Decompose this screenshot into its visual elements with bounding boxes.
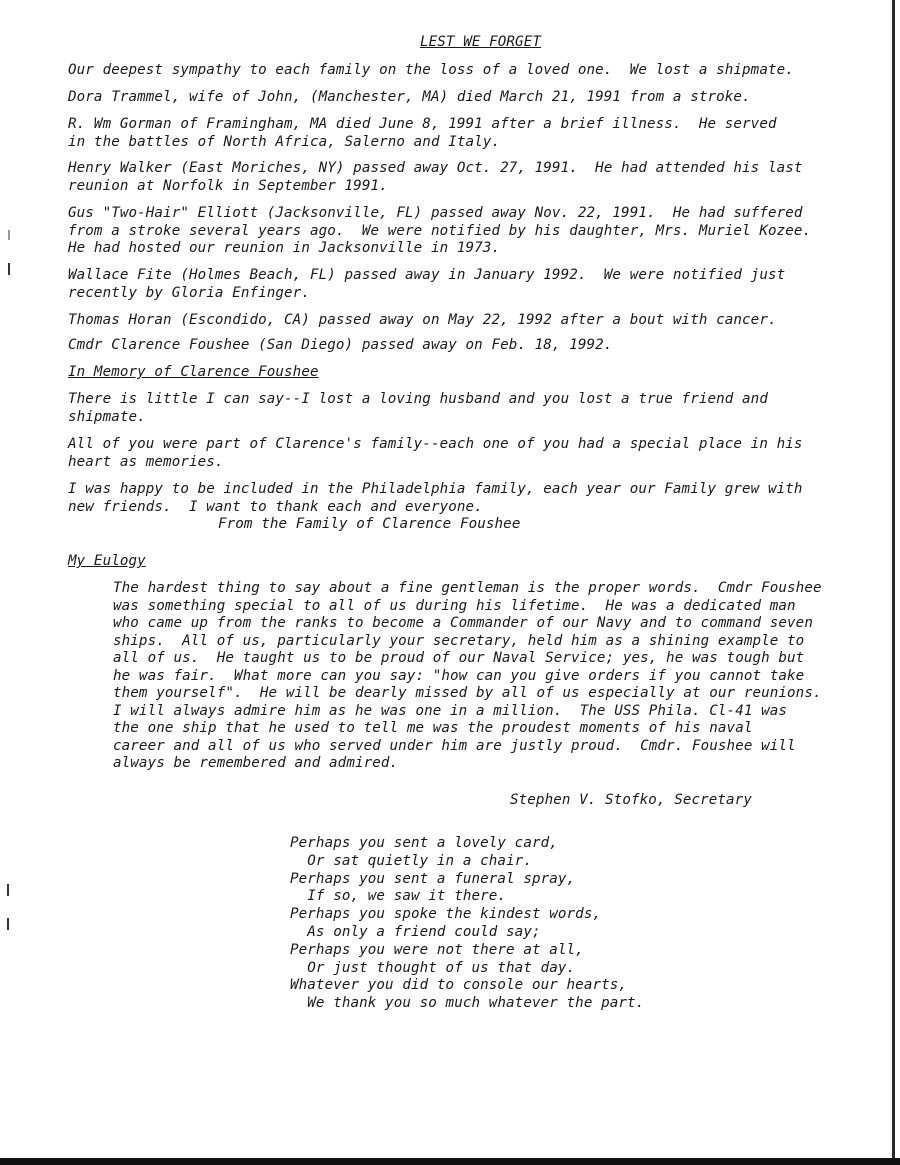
notice-trammel: Dora Trammel, wife of John, (Manchester, MA) died March 21, 1991 from a stroke. — [68, 89, 751, 105]
intro-line: Our deepest sympathy to each family on the loss of a loved one. We lost a shipmate. — [68, 62, 794, 78]
poem: Perhaps you sent a lovely card, Or sat quietly in a chair. Perhaps you sent a funeral spray, If so, we saw it there. Perhaps you spoke the kindest words, As only a friend could say; Perhaps you were not there at all, Or just thought of us that day. Whatever you did to console our hearts, We thank you so much whatever the part. — [290, 835, 645, 1012]
eulogy-heading: My Eulogy — [68, 553, 146, 569]
notice-fite: Wallace Fite (Holmes Beach, FL) passed away in January 1992. We were notified just recently by Gloria Enfinger. — [68, 267, 786, 301]
memory-paragraph: I was happy to be included in the Philadelphia family, each year our Family grew with new friends. I want to thank each and everyone. — [68, 481, 803, 515]
notice-elliott: Gus "Two-Hair" Elliott (Jacksonville, FL) passed away Nov. 22, 1991. He had suffered from a stroke several years ago. We were notified by his daughter, Mrs. Muriel Kozee. He had hosted our reunion in Jacksonville in 1973. — [68, 205, 812, 256]
scan-mark — [8, 230, 10, 240]
page-title: LEST WE FORGET — [420, 34, 541, 50]
eulogy-signature: Stephen V. Stofko, Secretary — [510, 792, 752, 808]
notice-gorman: R. Wm Gorman of Framingham, MA died June 8, 1991 after a brief illness. He served in the battles of North Africa, Salerno and Italy. — [68, 116, 777, 150]
scan-mark — [7, 918, 9, 930]
notice-horan: Thomas Horan (Escondido, CA) passed away on May 22, 1992 after a bout with cancer. — [68, 312, 777, 328]
memory-heading: In Memory of Clarence Foushee — [68, 364, 319, 380]
notice-walker: Henry Walker (East Moriches, NY) passed away Oct. 27, 1991. He had attended his last reunion at Norfolk in September 1991. — [68, 160, 803, 194]
eulogy-text: The hardest thing to say about a fine gentleman is the proper words. Cmdr Foushee was something special to all of us during his lifetime. He was a dedicated man who came up from the ranks to become a Commander of our Navy and to command seven ships. All of us, particularly your secretary, held him as a shining example to all of us. He taught us to be proud of our Naval Service; yes, he was tough but he was fair. What more can you say: "how can you give orders if you cannot take them yourself". He will be dearly missed by all of us especially at our reunions. I will always admire him as he was one in a million. The USS Phila. Cl-41 was the one ship that he used to tell me was the proudest moments of his naval career and all of us who served under him are justly proud. Cmdr. Foushee will always be remembered and admired. — [113, 580, 822, 771]
memory-paragraph: There is little I can say--I lost a loving husband and you lost a true friend and shipmate. — [68, 391, 768, 425]
memory-paragraph: All of you were part of Clarence's family--each one of you had a special place in his heart as memories. — [68, 436, 803, 470]
page-edge-rule — [892, 0, 895, 1158]
memory-signature: From the Family of Clarence Foushee — [218, 516, 521, 532]
scan-mark — [7, 884, 9, 896]
page-bottom-rule — [0, 1158, 900, 1165]
notice-foushee: Cmdr Clarence Foushee (San Diego) passed away on Feb. 18, 1992. — [68, 337, 613, 353]
scan-mark — [8, 263, 10, 275]
